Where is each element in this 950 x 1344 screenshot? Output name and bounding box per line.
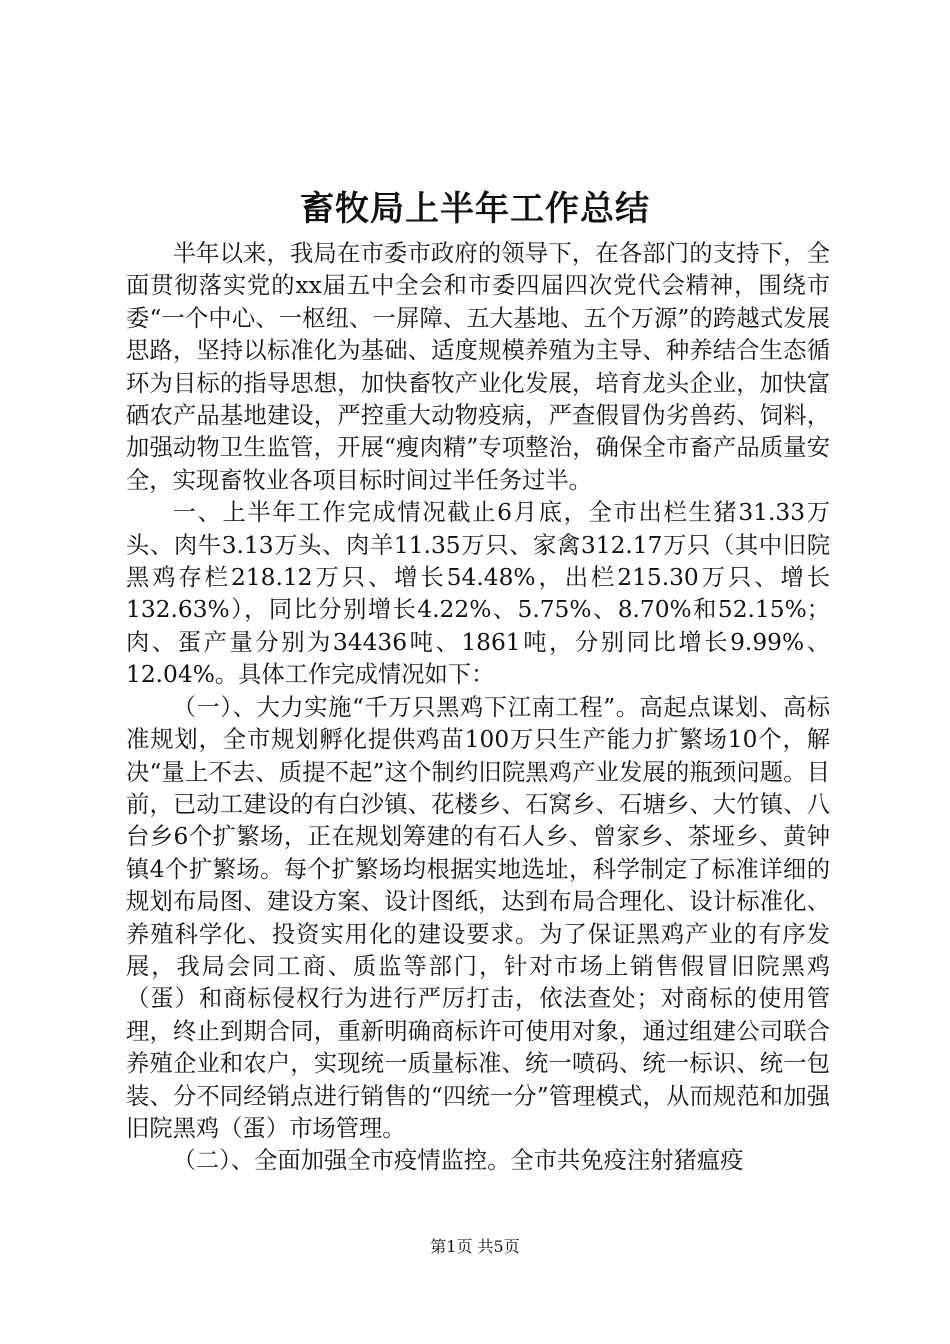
paragraph-intro: 半年以来，我局在市委市政府的领导下，在各部门的支持下，全面贯彻落实党的xx届五中全会和市委四届四次党代会精神，围绕市委“一个中心、一枢纽、一屏障、五大基地、五个万源”的跨越式发展思路，坚持以标准化为基础、适度规模养殖为主导、种养结合生态循环为目标的指导思想，加快畜牧产业化发展，培育龙头企业，加快富硒农产品基地建设，严控重大动物疫病，严查假冒伪劣兽药、饲料，加强动物卫生监管，开展“瘦肉精”专项整治，确保全市畜产品质量安全，实现畜牧业各项目标时间过半任务过半。 — [126, 240, 830, 494]
document-body — [126, 238, 830, 1178]
document-title: 畜牧局上半年工作总结 — [300, 189, 650, 229]
page-footer: 第1页 共5页 — [430, 1237, 520, 1256]
paragraph-subsection-two: （二）、全面加强全市疫情监控。全市共免疫注射猪瘟疫 — [172, 1147, 744, 1175]
paragraph-subsection-one: （一）、大力实施“千万只黑鸡下江南工程”。高起点谋划、高标准规划，全市规划孵化提供鸡苗100万只生产能力扩繁场10个，解决“量上不去、质提不起”这个制约旧院黑鸡产业发展的瓶颈问题。目前，已动工建设的有白沙镇、花楼乡、石窝乡、石塘乡、大竹镇、八台乡6个扩繁场，正在规划筹建的有石人乡、曾家乡、茶垭乡、黄钟镇4个扩繁场。每个扩繁场均根据实地选址，科学制定了标准详细的规划布局图、建设方案、设计图纸，达到布局合理化、设计标准化、养殖科学化、投资实用化的建设要求。为了保证黑鸡产业的有序发展，我局会同工商、质监等部门，针对市场上销售假冒旧院黑鸡（蛋）和商标侵权行为进行严厉打击，依法查处；对商标的使用管理，终止到期合同，重新明确商标许可使用对象，通过组建公司联合养殖企业和农户，实现统一质量标准、统一喷码、统一标识、统一包装、分不同经销点进行销售的“四统一分”管理模式，从而规范和加强旧院黑鸡（蛋）市场管理。 — [126, 693, 830, 1142]
paragraph-section-one: 一、上半年工作完成情况截止6月底，全市出栏生猪31.33万头、肉牛3.13万头、肉羊11.35万只、家禽312.17万只（其中旧院黑鸡存栏218.12万只、增长54.48%，出栏215.30万只、增长132.63%），同比分别增长4.22%、5.75%、8.70%和52.15%；肉、蛋产量分别为34436吨、1861吨，分别同比增长9.99%、12.04%。具体工作完成情况如下： — [126, 499, 830, 689]
